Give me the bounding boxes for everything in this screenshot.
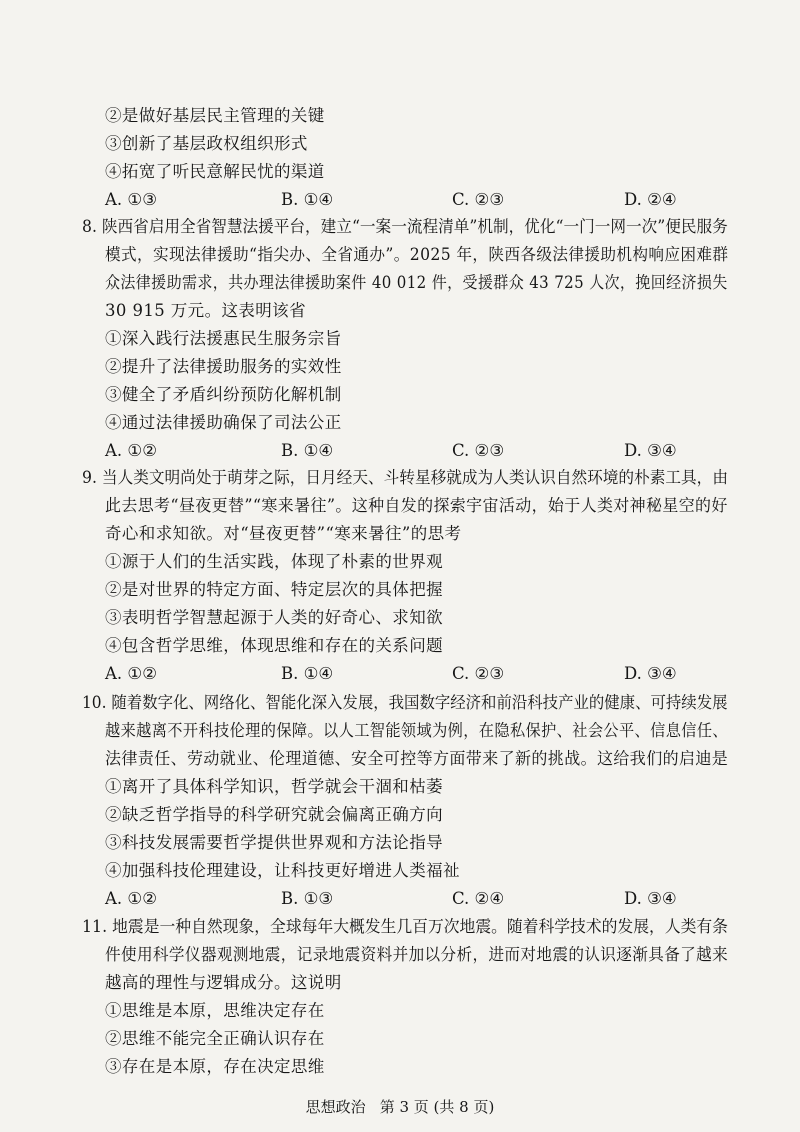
q11-stem-line: 件使用科学仪器观测地震，记录地震资料并加以分析，进而对地震的认识逐渐具备了越来 [105,945,729,964]
q9-option-d: D. ③④ [624,664,677,683]
page-footer [0,1096,800,1117]
q8-stem-line: 模式，实现法律援助“指尖办、全省通办”。2025 年，陕西各级法律援助机构响应困难群 [105,245,729,264]
q10-stem-line: 法律责任、劳动就业、伦理道德、安全可控等方面带来了新的挑战。这给我们的启迪是 [105,749,729,768]
q10-option-b: B. ①③ [281,889,334,908]
q8-item-2: ②提升了法律援助服务的实效性 [105,357,342,376]
q8-option-a: A. ①② [105,441,157,460]
q7-item-3: ③创新了基层政权组织形式 [105,134,308,153]
q9-item-1: ①源于人们的生活实践，体现了朴素的世界观 [105,552,443,571]
q8-item-4: ④通过法律援助确保了司法公正 [105,413,342,432]
q7-item-4: ④拓宽了听民意解民忧的渠道 [105,162,325,181]
q10-item-3: ③科技发展需要哲学提供世界观和方法论指导 [105,833,443,852]
q9-option-c: C. ②③ [452,664,505,683]
q8-option-d: D. ③④ [624,441,677,460]
q10-option-d: D. ③④ [624,889,677,908]
q8-stem-line: 众法律援助需求，共办理法律援助案件 40 012 件，受援群众 43 725 人次，挽回经济损失 [105,273,728,292]
q10-item-1: ①离开了具体科学知识，哲学就会干涸和枯萎 [105,777,443,796]
q10-item-2: ②缺乏哲学指导的科学研究就会偏离正确方向 [105,805,443,824]
q9-stem-line: 此去思考“昼夜更替”“寒来暑往”。这种自发的探索宇宙活动，始于人类对神秘星空的好 [105,496,728,515]
q8-stem-line: 30 915 万元。这表明该省 [105,301,306,320]
q11-item-1: ①思维是本原，思维决定存在 [105,1001,325,1020]
q10-option-a: A. ①② [105,889,157,908]
q9-item-2: ②是对世界的特定方面、特定层次的具体把握 [105,580,443,599]
q11-item-3: ③存在是本原，存在决定思维 [105,1057,325,1076]
q8-item-3: ③健全了矛盾纠纷预防化解机制 [105,385,342,404]
q9-stem-line: 奇心和求知欲。对“昼夜更替”“寒来暑往”的思考 [105,524,462,543]
q7-option-a: A. ①③ [105,190,157,209]
q10-stem-line: 10. 随着数字化、网络化、智能化深入发展，我国数字经济和前沿科技产业的健康、可持续发展 [82,693,728,712]
q9-stem-line: 9. 当人类文明尚处于萌芽之际，日月经天、斗转星移就成为人类认识自然环境的朴素工具，由 [82,468,728,487]
q8-option-b: B. ①④ [281,441,334,460]
q9-option-a: A. ①② [105,664,157,683]
q11-stem-line: 越高的理性与逻辑成分。这说明 [105,973,342,992]
q8-option-c: C. ②③ [452,441,505,460]
q9-item-4: ④包含哲学思维，体现思维和存在的关系问题 [105,636,443,655]
q9-item-3: ③表明哲学智慧起源于人类的好奇心、求知欲 [105,608,443,627]
q8-item-1: ①深入践行法援惠民生服务宗旨 [105,329,342,348]
q11-stem-line: 11. 地震是一种自然现象，全球每年大概发生几百万次地震。随着科学技术的发展，人类有条 [82,917,728,936]
footer-subject: 思想政治 [305,1098,366,1116]
footer-page-number: 第 3 页 (共 8 页) [379,1098,495,1116]
q10-option-c: C. ②④ [452,889,505,908]
q11-item-2: ②思维不能完全正确认识存在 [105,1029,325,1048]
q7-option-d: D. ②④ [624,190,677,209]
q7-option-b: B. ①④ [281,190,334,209]
q7-item-2: ②是做好基层民主管理的关键 [105,106,325,125]
q9-option-b: B. ①④ [281,664,334,683]
q7-option-c: C. ②③ [452,190,505,209]
q10-stem-line: 越来越离不开科技伦理的保障。以人工智能领域为例，在隐私保护、社会公平、信息信任、 [105,721,729,740]
q10-item-4: ④加强科技伦理建设，让科技更好增进人类福祉 [105,861,460,880]
q8-stem-line: 8. 陕西省启用全省智慧法援平台，建立“一案一流程清单”机制，优化“一门一网一次”便民服务 [82,217,728,236]
